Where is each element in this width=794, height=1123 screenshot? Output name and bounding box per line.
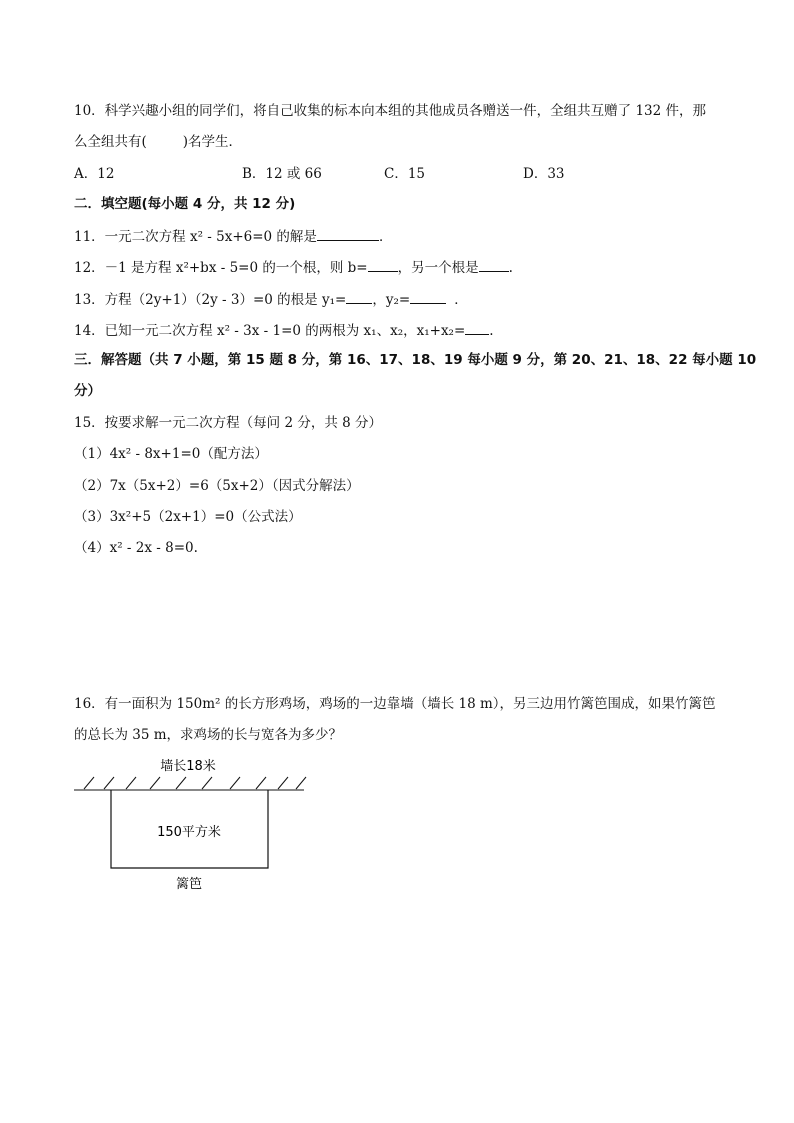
- question-16-line-1: 16．有一面积为 150m² 的长方形鸡场，鸡场的一边靠墙（墙长 18 m），另三边用竹篱笆围成，如果竹篱笆: [74, 696, 716, 712]
- wall-hatching: [84, 777, 306, 789]
- question-13-end: ．: [454, 292, 468, 308]
- section-3-heading-line-2: 分）: [74, 383, 101, 399]
- option-c: C．15: [384, 166, 426, 182]
- section-2-heading: 二．填空题(每小题 4 分，共 12 分): [74, 196, 296, 212]
- coop-figure: [70, 752, 310, 902]
- option-b: B．12 或 66: [242, 166, 322, 182]
- question-15-part-4: （4）x² - 2x - 8=0.: [74, 540, 198, 556]
- wall-label: 墙长18米: [160, 759, 216, 774]
- question-14: [74, 320, 494, 341]
- answer-blank: [346, 289, 372, 304]
- answer-blank: [317, 226, 379, 241]
- option-a: A．12: [74, 166, 115, 182]
- question-10-line-2: [74, 132, 242, 152]
- question-13: [74, 289, 468, 310]
- question-16-line-2: 的总长为 35 m，求鸡场的长与宽各为多少？: [74, 727, 343, 743]
- question-12-text: 12．－1 是方程 x²+bx - 5=0 的一个根，则 b=: [74, 260, 368, 276]
- question-11-text: 11．一元二次方程 x² - 5x+6=0 的解是: [74, 229, 317, 245]
- question-15-part-2: （2）7x（5x+2）=6（5x+2）（因式分解法）: [74, 478, 360, 494]
- answer-blank: [479, 257, 509, 272]
- question-11-end: ．: [378, 229, 393, 245]
- answer-blank: [465, 320, 489, 335]
- question-13-mid: ，y₂=: [372, 292, 411, 308]
- option-d: D．33: [523, 166, 565, 182]
- question-12-end: .: [508, 260, 513, 276]
- question-10-text-pre: 么全组共有(: [74, 134, 147, 150]
- question-14-text: 14．已知一元二次方程 x² - 3x - 1=0 的两根为 x₁、x₂，x₁+x₂=: [74, 323, 466, 339]
- answer-blank: [410, 289, 446, 304]
- question-13-text: 13．方程（2y+1）（2y - 3）=0 的根是 y₁=: [74, 292, 347, 308]
- question-12-mid: ，另一个根是: [397, 260, 479, 276]
- chicken-coop-diagram: [70, 752, 310, 902]
- question-15-title: 15．按要求解一元二次方程（每问 2 分，共 8 分）: [74, 415, 383, 431]
- question-15-part-1: （1）4x² - 8x+1=0（配方法）: [74, 446, 268, 462]
- area-label: 150平方米: [157, 825, 221, 840]
- question-10-text-post: )名学生．: [182, 134, 243, 150]
- question-15-part-3: （3）3x²+5（2x+1）=0（公式法）: [74, 509, 302, 525]
- section-3-heading-line-1: 三．解答题（共 7 小题，第 15 题 8 分，第 16、17、18、19 每小题 9 分，第 20、21、18、22 每小题 10: [74, 352, 757, 368]
- answer-blank: [368, 257, 398, 272]
- question-14-end: .: [489, 323, 494, 339]
- question-10-line-1: 10．科学兴趣小组的同学们，将自己收集的标本向本组的其他成员各赠送一件，全组共互赠了 132 件，那: [74, 103, 707, 119]
- fence-label: 篱笆: [175, 877, 203, 892]
- question-12: [74, 257, 513, 278]
- question-11: [74, 226, 392, 247]
